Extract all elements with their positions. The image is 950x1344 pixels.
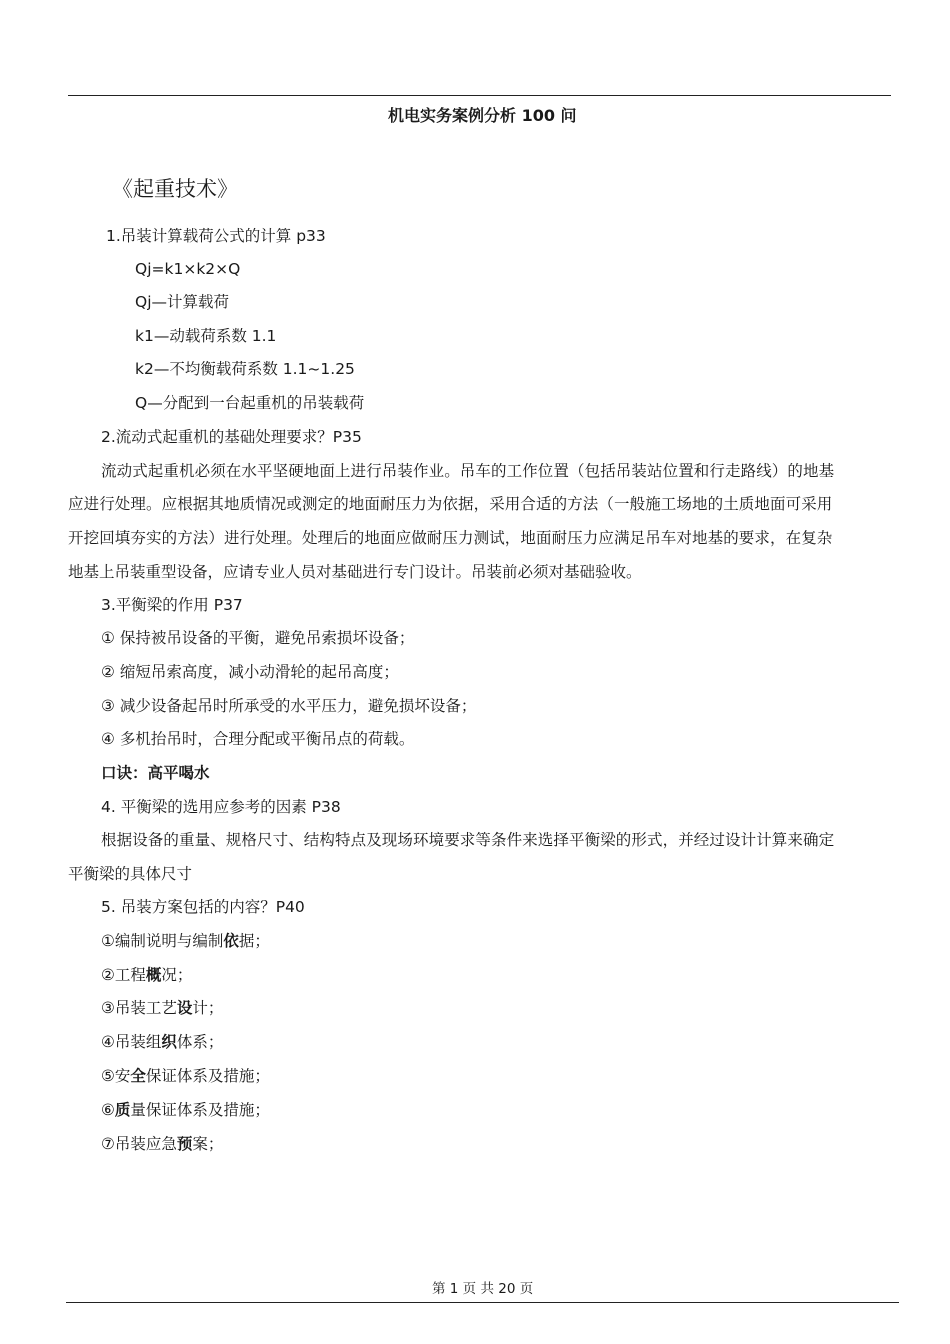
q5-item-text: ⑦吊装应急	[101, 1135, 177, 1153]
q5-item-text: ①编制说明与编制	[101, 932, 224, 950]
q5-item	[101, 965, 192, 985]
q1-line: k1—动载荷系数 1.1	[135, 327, 277, 345]
q5-item-text: ③吊装工艺	[101, 999, 177, 1017]
q5-item-text: 计；	[192, 999, 224, 1017]
page-footer: 第 1 页 共 20 页	[432, 1281, 534, 1297]
q5-item-text: 况；	[161, 966, 193, 984]
q4-para-line: 根据设备的重量、规格尺寸、结构特点及现场环境要求等条件来选择平衡梁的形式，并经过设计计算来确定	[101, 831, 835, 849]
q1-line: k2—不均衡载荷系数 1.1~1.25	[135, 360, 355, 378]
q5-item-text: ②工程	[101, 966, 146, 984]
q3-mnemonic	[101, 763, 210, 783]
q1-line: Qj=k1×k2×Q	[135, 260, 241, 278]
q1-line: Q—分配到一台起重机的吊装载荷	[135, 394, 365, 412]
q4-heading: 4. 平衡梁的选用应参考的因素 P38	[101, 798, 341, 816]
q2-para-line: 流动式起重机必须在水平坚硬地面上进行吊装作业。吊车的工作位置（包括吊装站位置和行走路线）的地基	[101, 462, 835, 480]
q3-item: ② 缩短吊索高度，减小动滑轮的起吊高度；	[101, 663, 399, 681]
q1-heading: 1.吊装计算载荷公式的计算 p33	[106, 227, 326, 245]
q2-para-line: 开挖回填夯实的方法）进行处理。处理后的地面应做耐压力测试，地面耐压力应满足吊车对地基的要求，在复杂	[68, 529, 833, 547]
q4-para-line: 平衡梁的具体尺寸	[68, 865, 193, 883]
q5-item-key: 概	[145, 966, 162, 984]
q2-heading: 2.流动式起重机的基础处理要求？P35	[101, 428, 362, 446]
footer-rule	[66, 1302, 899, 1303]
q5-item	[101, 1066, 270, 1086]
header-rule	[68, 95, 891, 96]
q2-para-line: 地基上吊装重型设备，应请专业人员对基础进行专门设计。吊装前必须对基础验收。	[68, 563, 642, 581]
section-title: 《起重技术》	[112, 177, 238, 201]
q5-item-text: 据；	[238, 932, 270, 950]
q2-para-line: 应进行处理。应根据其地质情况或测定的地面耐压力为依据，采用合适的方法（一般施工场地的土质地面可采用	[68, 495, 833, 513]
q5-item	[101, 1032, 223, 1052]
q5-item-key: 预	[176, 1135, 193, 1153]
q5-item	[101, 998, 223, 1018]
q3-item: ① 保持被吊设备的平衡，避免吊索损坏设备；	[101, 629, 415, 647]
q5-item-key: 设	[176, 999, 193, 1017]
q5-item-key: 质	[114, 1101, 131, 1119]
q5-item-key: 织	[161, 1033, 177, 1051]
q5-item-text: 量保证体系及措施；	[130, 1101, 270, 1119]
q5-item-text: 保证体系及措施；	[145, 1067, 270, 1085]
q5-item-text: 案；	[192, 1135, 224, 1153]
q1-line: Qj—计算载荷	[135, 293, 230, 311]
q5-item	[101, 931, 270, 951]
q3-heading: 3.平衡梁的作用 P37	[101, 596, 243, 614]
q5-item-text: ⑤安	[101, 1067, 131, 1085]
q3-item: ③ 减少设备起吊时所承受的水平压力，避免损坏设备；	[101, 697, 477, 715]
q3-mnemonic-text: 口诀：高平喝水	[101, 764, 210, 782]
q5-item-key: 依	[223, 932, 239, 950]
q5-item-text: ⑥	[101, 1101, 115, 1119]
q5-heading: 5. 吊装方案包括的内容？P40	[101, 898, 305, 916]
q5-item	[101, 1134, 223, 1154]
doc-title: 机电实务案例分析 100 问	[388, 106, 577, 125]
q5-item-text: ④吊装组	[101, 1033, 162, 1051]
q5-item-key: 全	[130, 1067, 146, 1085]
q5-item	[101, 1100, 270, 1120]
q3-item: ④ 多机抬吊时，合理分配或平衡吊点的荷载。	[101, 730, 415, 748]
q5-item-text: 体系；	[176, 1033, 224, 1051]
